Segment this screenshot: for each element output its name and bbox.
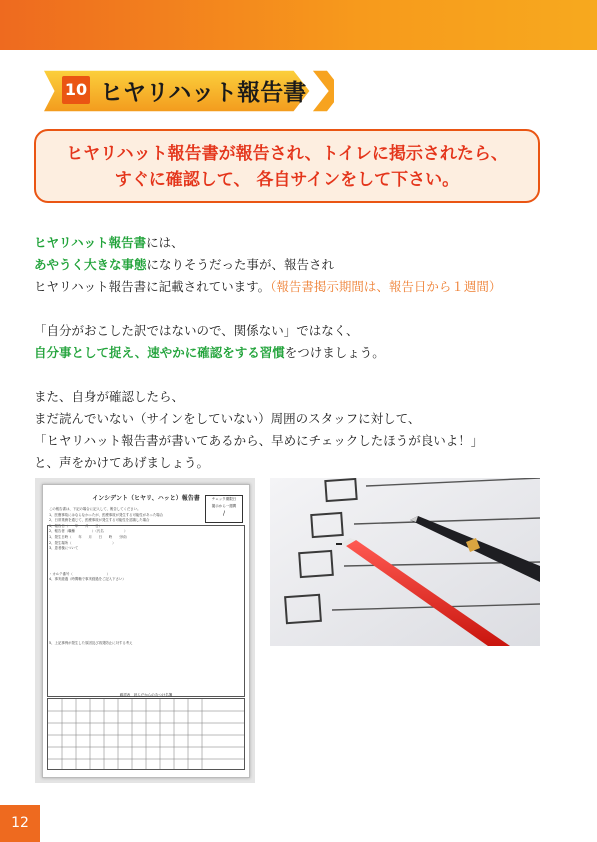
paragraph-line: と、声をかけてあげましょう。 [34, 455, 210, 470]
form-line: 1、報告日（ 年 月 日） [49, 523, 103, 528]
check-deadline-box [205, 495, 243, 523]
paragraph-line: 「自分がおこした訳ではないので、関係ない」ではなく、 [34, 323, 359, 338]
form-title: インシデント（ヒヤリ、ハッと）報告書 [92, 495, 200, 502]
page-title: ヒヤリハット報告書 [100, 80, 307, 106]
body-text-span: になりそうだった事が、報告され [146, 257, 335, 272]
paragraph-line: 「ヒヤリハット報告書が書いてあるから、早めにチェックしたほうが良いよ！」 [34, 433, 484, 448]
top-banner [0, 0, 597, 50]
form-line: 2、日常業務を通じて、医療事故が発生する可能性を認識した場合 [49, 518, 150, 523]
form-line: 2、報告者（職種 ）（氏名 ） [49, 529, 128, 534]
report-form-image [35, 478, 255, 783]
form-line: 4、事実経過（時間軸で事実経過をご記入下さい） [49, 577, 126, 582]
body-text-span: には、 [146, 235, 184, 250]
form-line: 5、上記事例が発生した原因及び再発防止に対する考え [49, 640, 133, 645]
confirmation-table [47, 693, 245, 770]
paragraph-line [34, 276, 574, 298]
checklist-pen-photo [270, 478, 540, 646]
box-label: チェック期限日 [211, 497, 237, 501]
body-text-span: をつけましょう。 [284, 345, 385, 360]
section-number-badge: 10 [62, 76, 90, 104]
box-label: 掲示から一週間 [211, 504, 237, 508]
callout-line-1: ヒヤリハット報告書が報告され、トイレに掲示されたら、 [66, 144, 508, 164]
body-text [34, 232, 574, 474]
form-line: 1、発生日時（ 年 月 日 時 分頃） [49, 534, 130, 539]
form-line: ・カルテ番号（ ） [49, 571, 111, 576]
highlight-text: あやうく大きな事態 [34, 257, 147, 272]
page-number: 12 [0, 805, 40, 842]
table-caption: 確認表 読んだからの丸つけ名簿 [119, 693, 173, 697]
table-grid [48, 699, 244, 769]
form-line: この報告書は、下記の場合に記入して、報告してください。 [49, 507, 141, 511]
instruction-callout [34, 129, 540, 203]
paragraph-line [34, 232, 574, 254]
posting-period-note: （報告書掲示期間は、報告日から１週間） [270, 279, 502, 294]
body-text-span: ヒヤリハット報告書に記載されています。 [34, 279, 271, 294]
highlight-text: ヒヤリハット報告書 [34, 235, 147, 250]
paragraph-line [34, 254, 574, 276]
form-line: 2、発生場所（ ） [49, 540, 116, 545]
paragraph-line: まだ読んでいない（サインをしていない）周囲のスタッフに対して、 [34, 411, 421, 426]
form-frame [47, 525, 245, 697]
callout-line-2: すぐに確認して、 各自サインをして下さい。 [114, 170, 460, 190]
paragraph-line [34, 342, 574, 364]
paragraph-line: また、自身が確認したら、 [34, 389, 185, 404]
highlight-text: 自分事として捉え、速やかに確認をする習慣 [34, 345, 285, 360]
form-line: 3、患者様について [49, 546, 79, 551]
form-line: 1、医療事故にはならなかったが、医療事故が発生する可能性があった場合 [49, 512, 164, 517]
box-mark: / [222, 510, 226, 517]
report-form-sheet [42, 484, 250, 778]
